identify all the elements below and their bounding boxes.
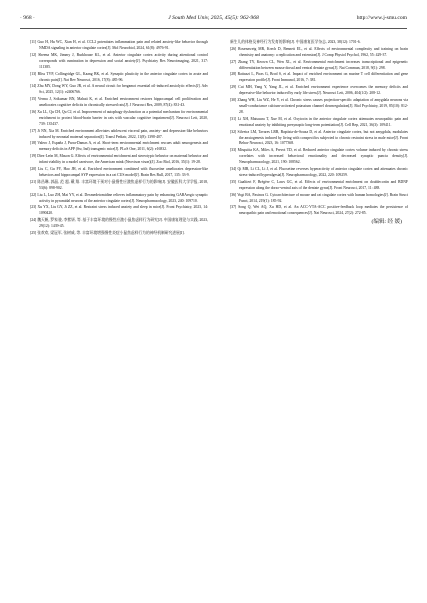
reference-entry: [31] Li XH, Matsuura T, Xue M, et al. Oxytocin in the anterior cingulate cortex attenuates neuropathic pain and emotional anxiety by inhibiting presynaptic long-term potentiation[J]. Cell Rep, 2021, 36(3): 109411. <box>230 116 408 127</box>
header-divider <box>20 28 407 29</box>
reference-entry: [15] Verma J, Srikumar BN, Mahati K, et al. Enriched environment restores hippocampal cell proliferation and ameliorates cognitive deficits in chronically stressed rats[J]. J Neurosci Res, 2009, 87(4): 831-43. <box>30 97 208 108</box>
page-number: · 968 · <box>20 15 35 21</box>
reference-entry: [16] Xu LL, Qu CH, Qu CJ, et al. Improvement of autophagy dysfunction as a potential mechanism for environmental enrichment to protect blood-brain barrier in rats with vascular cognitive impairment[J]. Neurosci Lett, 2020, 739: 135437. <box>30 109 208 126</box>
journal-website: http://www.j-smu.com <box>356 15 407 21</box>
reference-entry: [19] Diez-León M, Mason G. Effects of environmental enrichment and stereotypic behavior on maternal behavior and infant viability in a model carnivore, the American mink (Neovison vison)[J]. Zoo Biol, 2016, 35(1): 19-28. <box>30 154 208 165</box>
reference-entry: [20] Liu C, Gu FY, Hao JH, et al. Enriched environment combined with fluoxetine ameliorates depression-like behaviors and hippocampal SYP expression in a rat CUS model[J]. Brain Res Bull, 2017, 135: 33-9. <box>30 167 208 178</box>
reference-entry: [26] Rosenzweig MR, Krech D, Bennett EL, et al. Effects of environmental complexity and training on brain chemistry and anatomy: a replication and extension[J]. J Comp Physiol Psychol, 1962, 55: 429-37. <box>230 46 408 57</box>
reference-entry: [12] Sheena MK, Jimmy J, Burkhouse KL, et al. Anterior cingulate cortex activity during attentional control corresponds with rumination in depression and social anxiety[J]. Psychiatry Res Neuroimaging, 2021, 317: 111385. <box>30 52 208 69</box>
reference-entry: [30] Zhang WH, Liu WZ, He Y, et al. Chronic stress causes projection-specific adaptation of amygdala neurons via small-conductance calcium-activated potassium channel downregulation[J]. Biol Psychiatry, 2019, 85(10): 812-28. <box>230 98 408 114</box>
reference-entry: [24] 魏天帆, 罗家骏, 李紫妍, 等. 基于丰富环境的慢性应激小鼠焦虑样行为研究[J]. 中国康复理论与实践, 2023, 29(12): 1439-45. <box>30 218 208 229</box>
journal-citation: J South Med Univ, 2025, 45(5): 962-968 <box>168 15 259 21</box>
reference-entry: [14] Zhu MY, Dong WY, Guo JR, et al. A neural circuit for bergamot essential oil-induced anxiolytic effects[J]. Adv Sci, 2025, 12(1): e2406766. <box>30 84 208 95</box>
reference-entry: [33] Misquitta KA, Miles A, Prevot TD, et al. Reduced anterior cingulate cortex volume induced by chronic stress correlates with increased behavioral emotionality and decreased synaptic puncta density[J]. Neuropharmacology, 2021, 190: 108562. <box>230 148 408 165</box>
reference-entry: [27] Zhang TY, Keown CL, Wen XL, et al. Environmental enrichment increases transcriptional and epigenetic differentiation between mouse dorsal and ventral dentate gyrus[J]. Nat Commun, 2018, 9(1): 298. <box>230 59 408 70</box>
reference-entry: [18] Valero J, España J, Parra-Damas A, et al. Short-term environmental enrichment rescues adult neurogenesis and memory deficits in APP (Sw, Ind) transgenic mice[J]. PLoS One, 2011, 6(2): e16832. <box>30 141 208 152</box>
reference-entry: [25] 张欢欢, 梁冠军, 张树威, 等. 丰富环境增强慢性炎症小鼠焦虑样行为的神经机制研究进展[J]. <box>30 231 185 236</box>
reference-entry: [17] Ji NN, Xia M. Enriched environment alleviates adolescent visceral pain, anxiety- and depression-like behaviors induced by neonatal maternal separation[J]. Transl Pediatr, 2022, 11(8): 1398-407. <box>30 128 208 139</box>
reference-entry: [29] Cui MH, Yang Y, Yang JL, et al. Enriched environment experience overcomes the memory deficits and depressive-like behavior induced by early life stress[J]. Neurosci Lett, 2006, 404(1/2): 208-12. <box>230 85 408 96</box>
reference-entry: [37] Song Q, Wei AQ, Xu HD, et al. An ACC-VTA-ACC positive-feedback loop mediates the persistence of neuropathic pain and emotional consequences[J]. Nat Neurosci, 2024, 27(2): 272-85. <box>230 205 408 216</box>
reference-entry: [23] Xu YX, Liu GY, Ji ZZ, et al. Restraint stress induced anxiety and sleep in mice[J]. Front Psychiatry, 2023, 14: 1090420. <box>30 205 208 216</box>
reference-entry: [28] Rattazzi L, Piras G, Brod S, et al. Impact of enriched environment on murine T cell differentiation and gene expression profile[J]. Front Immunol, 2016, 7: 381. <box>230 72 408 83</box>
reference-entry: [11] Guo H, Hu WC, Xian H, et al. CCL2 potentiates inflammation pain and related anxiety-like behavior through NMDA signaling in anterior cingulate cortex[J]. Mol Neurobiol, 2024, 61(8): 4976-91. <box>30 40 208 50</box>
reference-entry: [13] Bliss TVP, Collingridge GL, Kaang BK, et al. Synaptic plasticity in the anterior cingulate cortex in acute and chronic pain[J]. Nat Rev Neurosci, 2016, 17(8): 485-96. <box>30 71 208 82</box>
references-right-column <box>230 40 408 226</box>
editor-note: (编辑: 经 媛) <box>371 219 402 226</box>
reference-entry: [21] 陈昌琳, 郭晶, 范 超, 戴 翔. 丰富环境干预对小鼠慢性应激焦虑样行为的影响[J]. 安徽医科大学学报, 2018, 53(6): 898-902. <box>30 179 208 190</box>
reference-entry: [22] Liu L, Luo ZH, Mai YY, et al. Dexmedetomidine relieves inflammatory pain by enhancing GABAergic synaptic activity in pyramidal neurons of the anterior cingulate cortex[J]. Neuropharmacology, 2023, 240: 109710. <box>30 192 208 203</box>
running-header <box>20 12 407 24</box>
reference-entry: [35] Gualtieri F, Brégère C, Laws GC, et al. Effects of environmental enrichment on doublecortin and BDNF expression along the dorso-ventral axis of the dentate gyrus[J]. Front Neurosci, 2017, 11: 488. <box>230 179 408 190</box>
reference-entry: [34] Qi MR, Li CL, Li J, et al. Fluoxetine reverses hyperactivity of anterior cingulate cortex and attenuates chronic stress-induced hyperalgesia[J]. Neuropharmacology, 2022, 220: 109259. <box>230 167 408 178</box>
references-left-column <box>30 40 208 238</box>
reference-entry: 新生儿的体格及神经行为发育的影响[J]. 中国康复医学杂志, 2023, 38(12): 1701-6. <box>230 40 361 44</box>
reference-entry: [36] Vogt BA, Paxinos G. Cytoarchitecture of mouse and rat cingulate cortex with human homologies[J]. Brain Struct Funct, 2014, 219(1): 185-92. <box>230 192 408 203</box>
reference-entry: [32] Silveira LM, Tavares LRR, Baptista-de-Souza D, et al. Anterior cingulate cortex, but not amygdala, modulates the anxiogenesis induced by living with conspecifics subjected to chronic restraint stress in male mice[J]. Front Behav Neurosci, 2023, 16: 1077368. <box>230 129 408 146</box>
